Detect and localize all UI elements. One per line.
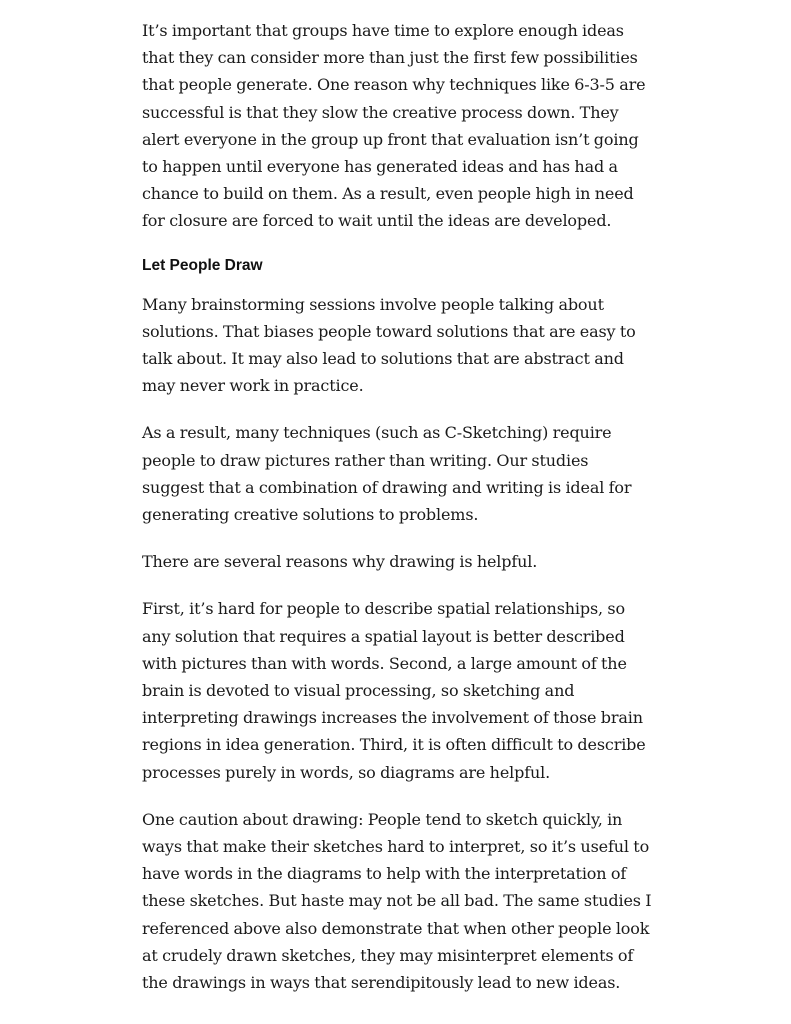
paragraph-reasons-intro: There are several reasons why drawing is helpful. bbox=[142, 552, 538, 572]
paragraph-talking-about-solutions: Many brainstorming sessions involve people talking about solutions. That biases people toward solutions that are easy to talk about. It may also lead to solutions that are abstract and may never work in practice. bbox=[142, 294, 636, 396]
paragraph-reasons-detail: First, it’s hard for people to describe spatial relationships, so any solution that requires a spatial layout is better described with pictures than with words. Second, a large amount of the brain is devoted to visual processing, so sketching and interpreting drawings increases the involvement of those brain regions in idea generation. Third, it is often difficult to describe processes purely in words, so diagrams are helpful. bbox=[142, 599, 646, 782]
paragraph-drawing-techniques: As a result, many techniques (such as C-Sketching) require people to draw pictures rather than writing. Our studies suggest that a combination of drawing and writing is ideal for generating creative solutions to problems. bbox=[142, 423, 632, 525]
section-heading: Let People Draw bbox=[142, 256, 263, 274]
paragraph-drawing-caution: One caution about drawing: People tend to sketch quickly, in ways that make their sketches hard to interpret, so it’s useful to have words in the diagrams to help with the interpretation of these sketches. But haste may not be all bad. The same studies I referenced above also demonstrate that when other people look at crudely drawn sketches, they may misinterpret elements of the drawings in ways that serendipitously lead to new ideas. bbox=[142, 809, 652, 993]
paragraph-time-to-explore: It’s important that groups have time to explore enough ideas that they can consider more than just the first few possibilities that people generate. One reason why techniques like 6-3-5 are successful is that they slow the creative process down. They alert everyone in the group up front that evaluation isn’t going to happen until everyone has generated ideas and has had a chance to build on them. As a result, even people high in need for closure are forced to wait until the ideas are developed. bbox=[142, 21, 646, 231]
article-body bbox=[142, 17, 654, 1016]
